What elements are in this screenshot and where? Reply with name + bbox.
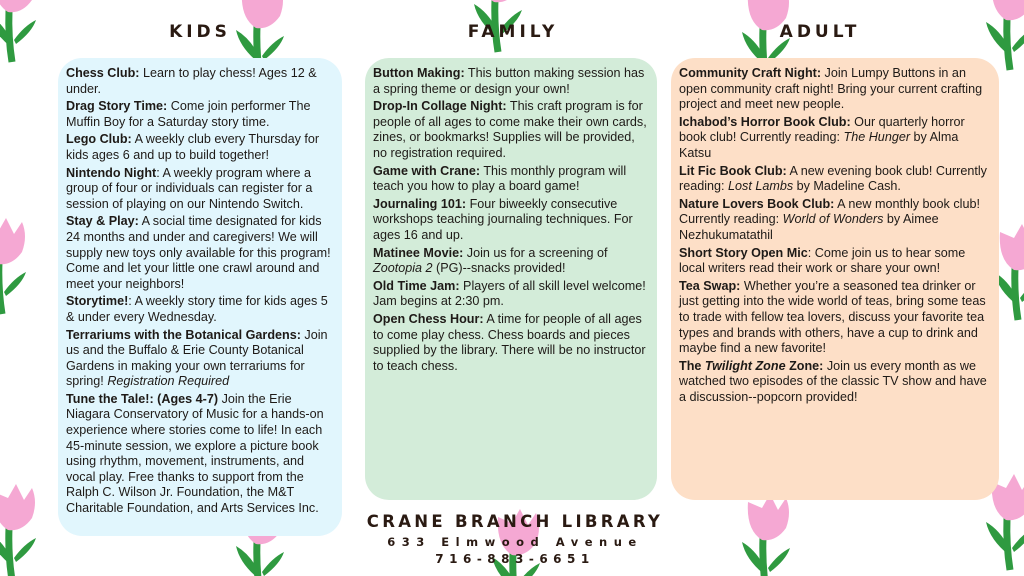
program-description: A weekly club every Thursday for kids ages 6 and up to build together! <box>66 132 320 162</box>
program-name: Drag Story Time: <box>66 99 168 114</box>
program-name: Journaling 101: <box>373 196 467 211</box>
program-item <box>66 166 334 213</box>
program-description: A new monthly book club! Currently reading: <box>679 196 980 227</box>
program-description: Join Lumpy Buttons in an open community craft night! Bring your current crafting project and meet new people. <box>679 66 983 112</box>
program-description: : Come join us to hear some local writers read their work or share your own! <box>679 245 966 276</box>
program-description: : A weekly story time for kids ages 5 & under every Wednesday. <box>66 294 328 324</box>
program-item <box>66 392 334 517</box>
program-name: Chess Club: <box>66 66 140 80</box>
program-name: Old Time Jam: <box>373 278 460 293</box>
program-description-cont: by Madeline Cash. <box>793 179 901 194</box>
program-name: Tune the Tale!: (Ages 4-7) <box>66 391 219 406</box>
program-item <box>66 132 334 163</box>
registration-note: Registration Required <box>107 374 230 389</box>
program-description-cont: (PG)--snacks provided! <box>432 261 566 276</box>
program-item <box>679 359 991 406</box>
tulip-icon <box>0 218 26 314</box>
program-description-cont: by Aimee Nezhukumatathil <box>679 212 939 242</box>
program-name: Community Craft Night: <box>679 66 822 80</box>
tulip-icon <box>742 494 790 576</box>
program-description: A time for people of all ages to come play chess. Chess boards and pieces supplied by the library. There will be no instructor to teach chess. <box>373 311 646 373</box>
program-description: Come join performer The Muffin Boy for a Saturday story time. <box>66 99 311 129</box>
program-name: Terrariums with the Botanical Gardens: <box>66 327 301 342</box>
program-name: Drop-In Collage Night: <box>373 99 507 114</box>
program-item <box>66 99 334 130</box>
program-name: Lit Fic Book Club: <box>679 163 787 178</box>
program-name: Tea Swap: <box>679 278 741 293</box>
tulip-icon <box>0 0 36 62</box>
program-description: Players of all skill level welcome! Jam begins at 2:30 pm. <box>373 278 646 309</box>
program-name <box>679 359 823 373</box>
program-item <box>373 312 649 374</box>
kids-heading: KIDS <box>169 22 231 42</box>
program-name: Game with Crane: <box>373 163 481 178</box>
program-name: Ichabod’s Horror Book Club: <box>679 114 851 129</box>
featured-title: World of Wonders <box>782 212 884 227</box>
program-description: Our quarterly horror book club! Currently reading: <box>679 114 965 145</box>
featured-title: Lost Lambs <box>728 179 794 194</box>
program-name: Storytime! <box>66 294 129 309</box>
library-phone: 716-883-6651 <box>435 552 595 566</box>
adult-card <box>671 58 999 500</box>
program-description: Four biweekly consecutive workshops teaching journaling techniques. For ages 16 and up. <box>373 196 633 242</box>
program-item <box>66 214 334 292</box>
library-name: CRANE BRANCH LIBRARY <box>366 512 664 531</box>
program-description: This monthly program will teach you how to play a board game! <box>373 163 627 194</box>
program-item <box>66 328 334 390</box>
program-item <box>373 66 649 97</box>
program-item <box>373 164 649 195</box>
program-description: Join us and the Buffalo & Erie County Botanical Gardens in making your own terrariums for spring! <box>66 327 328 389</box>
tulip-icon <box>0 484 36 576</box>
program-item <box>679 197 991 244</box>
program-item <box>679 66 991 113</box>
program-item <box>679 115 991 162</box>
program-name-part: Zone: <box>785 358 824 373</box>
program-name: Button Making: <box>373 66 465 80</box>
program-description: Learn to play chess! Ages 12 & under. <box>66 66 317 96</box>
kids-card <box>58 58 342 536</box>
program-description: This button making session has a spring theme or design your own! <box>373 66 645 96</box>
program-item <box>66 294 334 325</box>
program-item <box>373 99 649 161</box>
program-item <box>679 164 991 195</box>
program-name: Stay & Play: <box>66 214 139 229</box>
featured-title: The Hunger <box>843 130 911 145</box>
program-name-italic: Twilight Zone <box>704 358 786 373</box>
library-address: 633 Elmwood Avenue <box>387 535 643 549</box>
program-name: Nintendo Night <box>66 165 157 180</box>
tulip-icon <box>986 0 1024 70</box>
family-card <box>365 58 657 500</box>
program-item <box>679 279 991 357</box>
program-name: Lego Club: <box>66 132 132 147</box>
program-item <box>679 246 991 277</box>
family-heading: FAMILY <box>467 22 559 42</box>
program-description: Join us for a screening of <box>463 245 608 260</box>
program-name: Matinee Movie: <box>373 245 464 260</box>
program-name: Open Chess Hour: <box>373 311 484 326</box>
program-description: Join us every month as we watched two episodes of the classic TV show and have a discussion--popcorn provided! <box>679 358 987 404</box>
program-description: A social time designated for kids 24 months and under and caregivers! We will supply new toys only available for this program! Come and let your little one crawl around and meet your neighbors! <box>66 214 331 291</box>
featured-title: Zootopia 2 <box>373 261 433 276</box>
program-item <box>66 66 334 97</box>
program-description: This craft program is for people of all ages to come make their own cards, zines, or bookmarks! Supplies will be provided, no registration required. <box>373 99 647 160</box>
program-description: A new evening book club! Currently reading: <box>679 163 987 194</box>
program-name: Nature Lovers Book Club: <box>679 196 835 211</box>
program-name-part: The <box>679 358 705 373</box>
program-description: : A weekly program where a group of four or individuals can register for a session of playing on our Nintendo Switch. <box>66 165 313 211</box>
program-description: Join the Erie Niagara Conservatory of Music for a hands-on experience where stories come to life! In each 45-minute session, we explore a picture book using rhythm, movement, instruments, and vocal play. Free thanks to support from the Ralph C. Wilson Jr. Foundation, the M&T Charitable Foundation, and Arts Services Inc. <box>66 391 324 516</box>
program-description: Whether you’re a seasoned tea drinker or just getting into the wide world of teas, bring some teas to trade with fellow tea lovers, discuss your favorite tea types and brands with others, have a cup to drink and maybe find a new favorite! <box>679 278 986 356</box>
program-description-cont: by Alma Katsu <box>679 130 959 160</box>
adult-heading: ADULT <box>779 22 861 42</box>
program-item <box>373 246 649 277</box>
program-name: Short Story Open Mic <box>679 245 808 260</box>
program-item <box>373 197 649 244</box>
program-item <box>373 279 649 310</box>
